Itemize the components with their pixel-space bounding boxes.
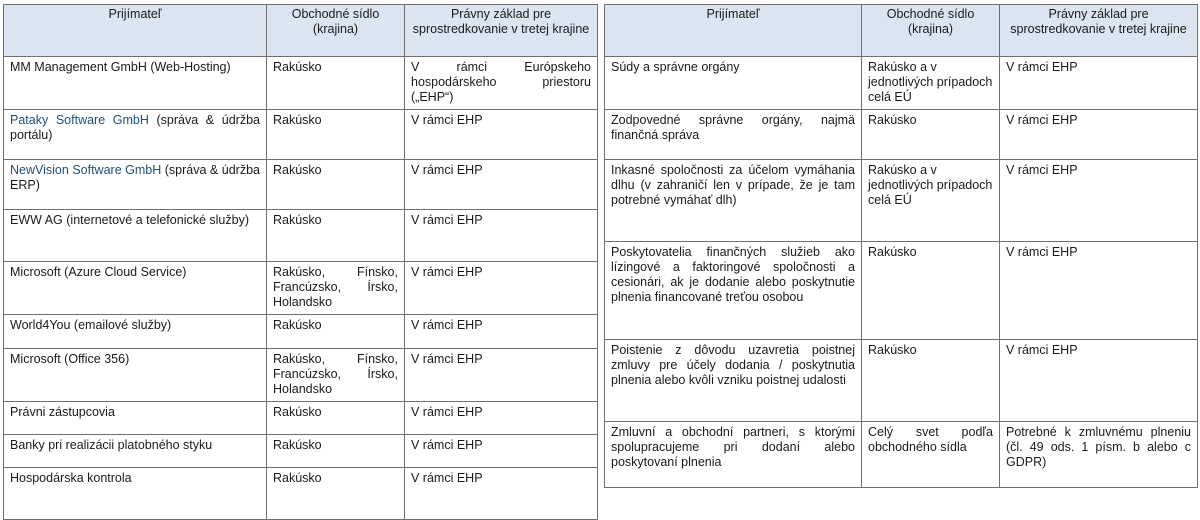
recipient-cell: Pataky Software GmbH (správa & údržba portálu) <box>4 110 267 160</box>
basis-cell: V rámci EHP <box>1000 57 1198 110</box>
recipient-cell: Poskytovatelia finančných služieb ako lízingové a faktoringové spoločnosti a cesionári, ak je dodanie alebo poskytnutie plnenia financované treťou osobou <box>605 242 862 340</box>
recipient-cell: Inkasné spoločnosti za účelom vymáhania dlhu (v zahraničí len v prípade, že je tam potrebné vymáhať dlh) <box>605 160 862 242</box>
recipient-cell: Právni zástupcovia <box>4 402 267 435</box>
table-row <box>4 210 598 262</box>
basis-cell: V rámci EHP <box>1000 160 1198 242</box>
recipient-cell: NewVision Software GmbH (správa & údržba ERP) <box>4 160 267 210</box>
basis-cell: V rámci EHP <box>405 435 598 468</box>
table-row <box>4 349 598 402</box>
basis-cell: Potrebné k zmluvnému plneniu (čl. 49 ods. 1 písm. b alebo c GDPR) <box>1000 422 1198 488</box>
header-recipient: Prijímateľ <box>605 5 862 57</box>
seat-cell: Rakúsko, Fínsko, Francúzsko, Írsko, Holandsko <box>267 349 405 402</box>
seat-cell: Rakúsko <box>267 160 405 210</box>
basis-cell: V rámci EHP <box>405 210 598 262</box>
basis-cell: V rámci EHP <box>405 110 598 160</box>
table-row <box>4 57 598 110</box>
table-row <box>605 422 1198 488</box>
table-row <box>605 242 1198 340</box>
recipient-cell: Zodpovedné správne orgány, najmä finančná správa <box>605 110 862 160</box>
header-legal-basis: Právny základ pre sprostredkovanie v tretej krajine <box>1000 5 1198 57</box>
recipient-cell: Hospodárska kontrola <box>4 468 267 520</box>
table-row <box>605 110 1198 160</box>
basis-cell: V rámci EHP <box>1000 340 1198 422</box>
table-row <box>4 468 598 520</box>
basis-cell: V rámci EHP <box>405 160 598 210</box>
table-row <box>605 340 1198 422</box>
seat-cell: Rakúsko <box>267 315 405 349</box>
seat-cell: Rakúsko <box>267 57 405 110</box>
table-row <box>4 110 598 160</box>
basis-cell: V rámci EHP <box>405 402 598 435</box>
seat-cell: Rakúsko <box>862 340 1000 422</box>
recipient-cell: World4You (emailové služby) <box>4 315 267 349</box>
header-row <box>4 5 598 57</box>
recipient-cell: Poistenie z dôvodu uzavretia poistnej zmluvy pre účely dodania / poskytnutia plnenia alebo kvôli vzniku poistnej udalosti <box>605 340 862 422</box>
seat-cell: Rakúsko <box>862 242 1000 340</box>
basis-cell: V rámci EHP <box>405 349 598 402</box>
seat-cell: Rakúsko a v jednotlivých prípadoch celá EÚ <box>862 160 1000 242</box>
seat-cell: Rakúsko, Fínsko, Francúzsko, Írsko, Holandsko <box>267 262 405 315</box>
recipients-table-left <box>3 4 598 520</box>
basis-cell: V rámci EHP <box>405 262 598 315</box>
recipient-cell: Banky pri realizácii platobného styku <box>4 435 267 468</box>
recipient-cell: Súdy a správne orgány <box>605 57 862 110</box>
basis-cell: V rámci EHP <box>1000 110 1198 160</box>
table-row <box>605 57 1198 110</box>
basis-cell: V rámci Európskeho hospodárskeho priestoru („EHP“) <box>405 57 598 110</box>
recipient-cell: Microsoft (Office 356) <box>4 349 267 402</box>
basis-cell: V rámci EHP <box>405 468 598 520</box>
table-row <box>4 315 598 349</box>
recipient-cell: EWW AG (internetové a telefonické služby) <box>4 210 267 262</box>
header-legal-basis: Právny základ pre sprostredkovanie v tretej krajine <box>405 5 598 57</box>
header-recipient: Prijímateľ <box>4 5 267 57</box>
table-row <box>605 160 1198 242</box>
recipients-table-right <box>604 4 1198 488</box>
recipient-cell: MM Management GmbH (Web-Hosting) <box>4 57 267 110</box>
seat-cell: Rakúsko <box>267 468 405 520</box>
header-seat: Obchodné sídlo (krajina) <box>267 5 405 57</box>
table-row <box>4 402 598 435</box>
seat-cell: Rakúsko <box>267 110 405 160</box>
table-row <box>4 160 598 210</box>
seat-cell: Rakúsko <box>862 110 1000 160</box>
seat-cell: Celý svet podľa obchodného sídla <box>862 422 1000 488</box>
seat-cell: Rakúsko <box>267 435 405 468</box>
table-row <box>4 262 598 315</box>
basis-cell: V rámci EHP <box>405 315 598 349</box>
seat-cell: Rakúsko <box>267 402 405 435</box>
basis-cell: V rámci EHP <box>1000 242 1198 340</box>
recipient-cell: Microsoft (Azure Cloud Service) <box>4 262 267 315</box>
header-seat: Obchodné sídlo (krajina) <box>862 5 1000 57</box>
recipient-cell: Zmluvní a obchodní partneri, s ktorými spolupracujeme pri dodaní alebo poskytovaní plnenia <box>605 422 862 488</box>
seat-cell: Rakúsko <box>267 210 405 262</box>
seat-cell: Rakúsko a v jednotlivých prípadoch celá EÚ <box>862 57 1000 110</box>
header-row <box>605 5 1198 57</box>
table-row <box>4 435 598 468</box>
